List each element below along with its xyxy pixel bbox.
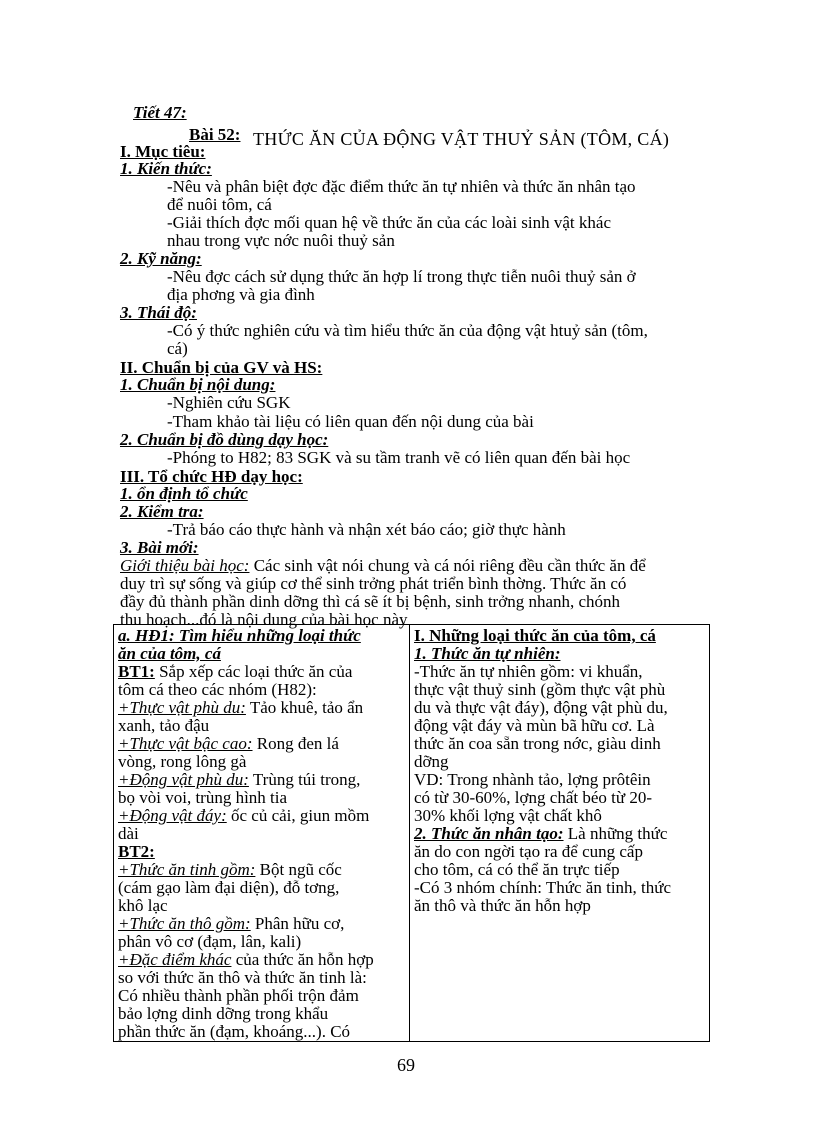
item-label: +Thức ăn tinh gồm: — [118, 860, 256, 879]
td-line: -Có ý thức nghiên cứu và tìm hiểu thức ăn của động vật htuỷ sản (tôm, — [167, 321, 648, 340]
kt-line: nhau trong vực nớc nuôi thuỷ sản — [167, 231, 395, 250]
kt-line: -Nêu và phân biệt đợc đặc điểm thức ăn tự nhiên và thức ăn nhân tạo — [167, 177, 636, 196]
content-table — [113, 624, 710, 1042]
intro-line: đầy đủ thành phần dinh dỡng thì cá sẽ ít bị bệnh, sinh trởng nhanh, chónh — [120, 592, 621, 611]
item-label: +Đặc điểm khác — [118, 950, 232, 969]
kt-line: -Giải thích đợc mối quan hệ về thức ăn của các loài sinh vật khác — [167, 213, 611, 232]
item-label: +Động vật đáy: — [118, 806, 227, 825]
right-heading: I. Những loại thức ăn của tôm, cá — [414, 626, 656, 645]
intro-line: duy trì sự sống và giúp cơ thể sinh trởng phát triển bình thờng. Thức ăn có — [120, 574, 627, 593]
item-text: ốc củ cải, giun mồm — [226, 806, 370, 825]
lesson-number: Tiết 47: — [133, 103, 187, 122]
tn-line: -Thức ăn tự nhiên gồm: vi khuẩn, — [414, 662, 643, 681]
item-label: +Động vật phù du: — [118, 770, 249, 789]
nt-line: cho tôm, cá có thể ăn trực tiếp — [414, 860, 620, 879]
nt-line: -Có 3 nhóm chính: Thức ăn tinh, thức — [414, 878, 672, 897]
item-line: phần thức ăn (đạm, khoáng...). Có — [118, 1022, 351, 1041]
bt1-line: tôm cá theo các nhóm (H82): — [118, 680, 317, 699]
item-text: của thức ăn hỗn hợp — [231, 950, 374, 969]
bt1-text: Sắp xếp các loại thức ăn của — [154, 662, 353, 681]
bt2-label: BT2: — [118, 842, 155, 861]
item-line: vòng, rong lông gà — [118, 752, 247, 771]
item-text: Trùng túi trong, — [248, 770, 361, 789]
sub-nhan-tao: 2. Thức ăn nhân tạo: — [414, 824, 564, 843]
tn-line: 30% khối lợng vật chất khô — [414, 806, 602, 825]
page-title: THỨC ĂN CỦA ĐỘNG VẬT THUỶ SẢN (TÔM, CÁ) — [253, 129, 670, 149]
item-text: Rong đen lá — [252, 734, 339, 753]
kt2-line: -Trả báo cáo thực hành và nhận xét báo cáo; giờ thực hành — [167, 520, 566, 539]
bt1-label: BT1: — [118, 662, 155, 681]
lesson-bai: Bài 52: — [189, 125, 241, 144]
sub-cb-noi-dung: 1. Chuẩn bị nội dung: — [120, 375, 276, 394]
section-muc-tieu: I. Mục tiêu: — [120, 142, 206, 161]
item-line: khô lạc — [118, 896, 168, 915]
tn-line: có từ 30-60%, lợng chất béo từ 20- — [414, 788, 652, 807]
kn-line: địa phơng và gia đình — [167, 285, 315, 304]
kn-line: -Nêu đợc cách sử dụng thức ăn hợp lí trong thực tiễn nuôi thuỷ sản ở — [167, 267, 636, 286]
cbdd-line: -Phóng to H82; 83 SGK và su tầm tranh vẽ có liên quan đến bài học — [167, 448, 631, 467]
cbnd-line: -Tham khảo tài liệu có liên quan đến nội dung của bài — [167, 412, 534, 431]
cbnd-line: -Nghiên cứu SGK — [167, 393, 291, 412]
section-chuan-bi: II. Chuẩn bị của GV và HS: — [120, 358, 323, 377]
intro-line: thu hoạch...đó là nội dung của bài học này — [120, 610, 408, 629]
nt-text: Là những thức — [563, 824, 668, 843]
sub-cb-do-dung: 2. Chuẩn bị đồ dùng dạy học: — [120, 430, 329, 449]
sub-thai-do: 3. Thái độ: — [120, 303, 197, 322]
tn-line: thức ăn coa sẵn trong nớc, giàu dinh — [414, 734, 661, 753]
sub-ky-nang: 2. Kỹ năng: — [120, 249, 202, 268]
td-line: cá) — [167, 339, 188, 358]
kt-line: để nuôi tôm, cá — [167, 195, 272, 214]
sub-tu-nhien: 1. Thức ăn tự nhiên: — [414, 644, 561, 663]
item-line: xanh, tảo đậu — [118, 716, 210, 735]
right-cell — [410, 625, 710, 1042]
nt-line: ăn do con ngời tạo ra để cung cấp — [414, 842, 643, 861]
item-label: +Thực vật phù du: — [118, 698, 246, 717]
left-cell — [114, 625, 410, 1042]
section-to-chuc: III. Tổ chức HĐ dạy học: — [120, 467, 303, 486]
item-line: (cám gạo làm đại diện), đỗ tơng, — [118, 878, 340, 897]
intro-text: Các sinh vật nói chung và cá nói riêng đều cần thức ăn để — [249, 556, 646, 575]
page-number: 69 — [397, 1055, 415, 1075]
sub-kiem-tra: 2. Kiểm tra: — [120, 502, 204, 521]
item-text: Bột ngũ cốc — [255, 860, 342, 879]
hd1-heading: ăn của tôm, cá — [118, 644, 221, 663]
tn-line: du và thực vật đáy), động vật phù du, — [414, 698, 668, 717]
sub-bai-moi: 3. Bài mới: — [120, 538, 199, 557]
tn-line: thực vật thuỷ sinh (gồm thực vật phù — [414, 680, 666, 699]
item-text: Phân hữu cơ, — [250, 914, 345, 933]
item-text: Tảo khuê, tảo ẩn — [245, 698, 364, 717]
item-label: +Thực vật bậc cao: — [118, 734, 253, 753]
intro-line-first — [120, 557, 646, 575]
tn-line: động vật đáy và mùn bã hữu cơ. Là — [414, 716, 655, 735]
item-line: bọ vòi voi, trùng hình tia — [118, 788, 288, 807]
item-line: phân vô cơ (đạm, lân, kali) — [118, 932, 302, 951]
intro-label: Giới thiệu bài học: — [120, 556, 250, 575]
item-line: Có nhiều thành phần phối trộn đảm — [118, 986, 359, 1005]
sub-on-dinh: 1. ổn định tổ chức — [120, 484, 248, 503]
hd1-heading: a. HĐ1: Tìm hiểu những loại thức — [118, 626, 361, 645]
table-row — [114, 625, 710, 1042]
item-line: so với thức ăn thô và thức ăn tinh là: — [118, 968, 367, 987]
nt-line: ăn thô và thức ăn hỗn hợp — [414, 896, 591, 915]
tn-line: dỡng — [414, 752, 449, 771]
tn-line: VD: Trong nhành tảo, lợng prôtêin — [414, 770, 651, 789]
sub-kien-thuc: 1. Kiến thức: — [120, 159, 212, 178]
item-label: +Thức ăn thô gồm: — [118, 914, 251, 933]
item-line: bảo lợng dinh dỡng trong khẩu — [118, 1004, 329, 1023]
item-line: dài — [118, 824, 139, 843]
